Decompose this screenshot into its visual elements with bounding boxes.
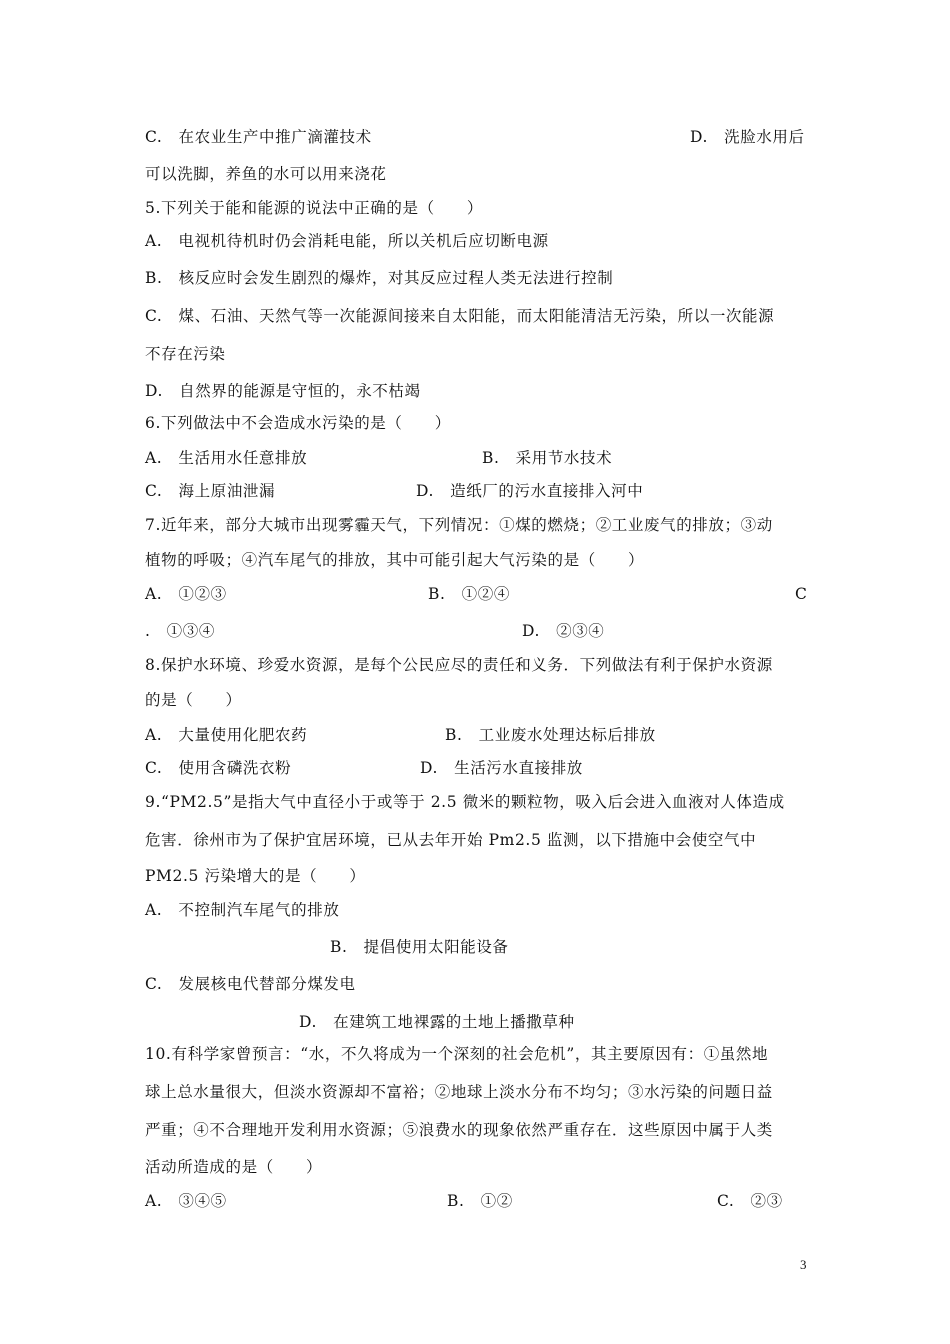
line: 严重；④不合理地开发利用水资源；⑤浪费水的现象依然严重存在．这些原因中属于人类 <box>145 1121 773 1139</box>
line: 可以洗脚，养鱼的水可以用来浇花 <box>145 165 387 183</box>
option: D. 造纸厂的污水直接排入河中 <box>416 482 644 500</box>
option: A. 大量使用化肥农药 <box>145 726 308 744</box>
line: 植物的呼吸；④汽车尾气的排放，其中可能引起大气污染的是（ ） <box>145 551 645 569</box>
option: B. ①②④ <box>428 585 510 603</box>
page-number: 3 <box>800 1257 807 1272</box>
question-10: 10.有科学家曾预言：“水，不久将成为一个深刻的社会危机”，其主要原因有：①虽然地 <box>145 1045 769 1063</box>
question-7: 7.近年来，部分大城市出现雾霾天气，下列情况：①煤的燃烧；②工业废气的排放；③动 <box>145 516 773 534</box>
option: D. 在建筑工地裸露的土地上播撒草种 <box>299 1013 575 1031</box>
option: C. 发展核电代替部分煤发电 <box>145 975 356 993</box>
option: D. ②③④ <box>522 622 605 640</box>
option: B. 核反应时会发生剧烈的爆炸，对其反应过程人类无法进行控制 <box>145 269 614 287</box>
line: 危害．徐州市为了保护宜居环境，已从去年开始 Pm2.5 监测，以下措施中会使空气中 <box>145 831 757 849</box>
option: A. ①②③ <box>145 585 227 603</box>
option: B. 采用节水技术 <box>482 449 613 467</box>
option: D. 生活污水直接排放 <box>420 759 583 777</box>
option: C. ②③ <box>717 1192 783 1210</box>
question-6: 6.下列做法中不会造成水污染的是（ ） <box>145 414 451 432</box>
option: B. 工业废水处理达标后排放 <box>445 726 656 744</box>
option: C <box>795 585 808 603</box>
option: B. 提倡使用太阳能设备 <box>330 938 509 956</box>
option: D. 自然界的能源是守恒的，永不枯竭 <box>145 382 421 400</box>
option: C. 海上原油泄漏 <box>145 482 276 500</box>
line: 的是（ ） <box>145 691 242 709</box>
option: C. 煤、石油、天然气等一次能源间接来自太阳能，而太阳能清洁无污染，所以一次能源 <box>145 307 775 325</box>
option: . ①③④ <box>145 622 215 640</box>
question-9: 9.“PM2.5”是指大气中直径小于或等于 2.5 微米的颗粒物，吸入后会进入血液对人体造成 <box>145 793 785 811</box>
option: A. 生活用水任意排放 <box>145 449 308 467</box>
line: 活动所造成的是（ ） <box>145 1158 323 1176</box>
line: 不存在污染 <box>145 345 226 363</box>
line: C. 在农业生产中推广滴灌技术 <box>145 128 372 146</box>
question-8: 8.保护水环境、珍爱水资源，是每个公民应尽的责任和义务．下列做法有利于保护水资源 <box>145 656 773 674</box>
option: A. 不控制汽车尾气的排放 <box>145 901 340 919</box>
line: 球上总水量很大，但淡水资源却不富裕；②地球上淡水分布不均匀；③水污染的问题日益 <box>145 1083 773 1101</box>
line: PM2.5 污染增大的是（ ） <box>145 867 366 885</box>
option: A. ③④⑤ <box>145 1192 227 1210</box>
option: B. ①② <box>447 1192 513 1210</box>
line: D. 洗脸水用后 <box>690 128 805 146</box>
option: A. 电视机待机时仍会消耗电能，所以关机后应切断电源 <box>145 232 549 250</box>
question-5: 5.下列关于能和能源的说法中正确的是（ ） <box>145 199 483 217</box>
option: C. 使用含磷洗衣粉 <box>145 759 292 777</box>
